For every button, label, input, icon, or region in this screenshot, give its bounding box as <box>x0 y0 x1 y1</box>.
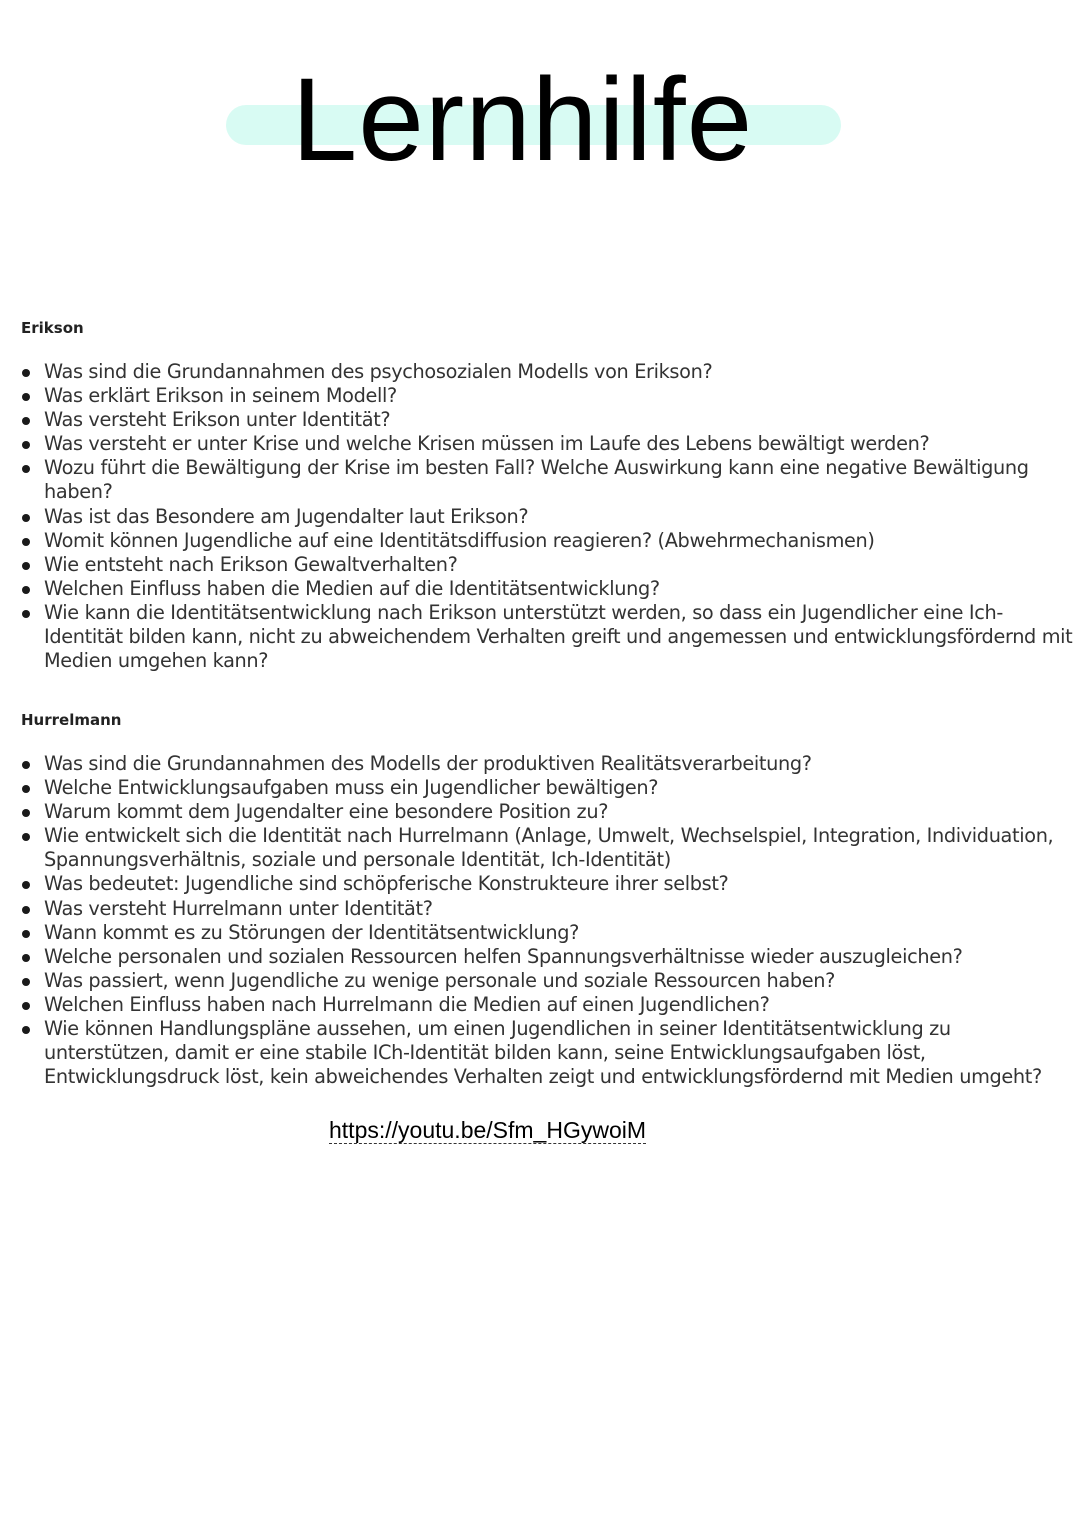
question-item <box>0 384 1075 408</box>
question-item <box>0 577 1075 601</box>
question-text: Was versteht Hurrelmann unter Identität? <box>44 896 433 920</box>
question-item <box>0 529 1075 553</box>
question-list-erikson <box>0 360 1075 673</box>
question-item <box>0 601 1075 673</box>
question-text: Was ist das Besondere am Jugendalter laut Erikson? <box>44 504 529 528</box>
question-list-hurrelmann <box>0 752 1075 1089</box>
question-text: Wann kommt es zu Störungen der Identitätsentwicklung? <box>44 920 579 944</box>
question-item <box>0 505 1075 529</box>
question-item <box>0 824 1075 872</box>
question-item <box>0 456 1075 504</box>
question-text: Womit können Jugendliche auf eine Identitätsdiffusion reagieren? (Abwehrmechanismen) <box>44 528 875 552</box>
page-title: Lernhilfe <box>291 54 754 186</box>
bullet-icon <box>22 761 30 769</box>
question-text: Was versteht Erikson unter Identität? <box>44 408 391 432</box>
bullet-icon <box>22 562 30 570</box>
bullet-icon <box>22 1002 30 1010</box>
question-item <box>0 897 1075 921</box>
question-text: Was sind die Grundannahmen des Modells der produktiven Realitätsverarbeitung? <box>44 752 812 775</box>
question-text: Welche personalen und sozialen Ressourcen helfen Spannungsverhältnisse wieder auszugleichen? <box>44 944 963 968</box>
bullet-icon <box>22 833 30 841</box>
bullet-icon <box>22 417 30 425</box>
question-text: Welchen Einfluss haben die Medien auf die Identitätsentwicklung? <box>44 576 660 600</box>
question-text: Was bedeutet: Jugendliche sind schöpferische Konstrukteure ihrer selbst? <box>44 872 729 896</box>
question-text: Warum kommt dem Jugendalter eine besondere Position zu? <box>44 800 609 824</box>
question-text: Welche Entwicklungsaufgaben muss ein Jugendlicher bewältigen? <box>44 776 659 800</box>
question-item <box>0 969 1075 993</box>
question-text: Wie entwickelt sich die Identität nach Hurrelmann (Anlage, Umwelt, Wechselspiel, Integration, Individuation, Spannungsverhältnis, soziale und personale Identität, Ich-Identität) <box>44 824 1054 872</box>
question-item <box>0 752 1075 776</box>
bullet-icon <box>22 930 30 938</box>
question-text: Was versteht er unter Krise und welche Krisen müssen im Laufe des Lebens bewältigt werden? <box>44 432 930 456</box>
youtube-link[interactable]: https://youtu.be/Sfm_HGywoiM <box>329 1117 647 1143</box>
bullet-icon <box>22 1026 30 1034</box>
bullet-icon <box>22 785 30 793</box>
question-text: Was sind die Grundannahmen des psychosozialen Modells von Erikson? <box>44 360 713 383</box>
bullet-icon <box>22 538 30 546</box>
bullet-icon <box>22 906 30 914</box>
question-item <box>0 553 1075 577</box>
question-text: Wie entsteht nach Erikson Gewaltverhalten? <box>44 552 458 576</box>
question-item <box>0 360 1075 384</box>
question-item <box>0 993 1075 1017</box>
bullet-icon <box>22 441 30 449</box>
question-item <box>0 872 1075 896</box>
question-item <box>0 408 1075 432</box>
section-heading-hurrelmann: Hurrelmann <box>21 711 122 729</box>
bullet-icon <box>22 809 30 817</box>
bullet-icon <box>22 586 30 594</box>
bullet-icon <box>22 369 30 377</box>
bullet-icon <box>22 514 30 522</box>
question-text: Wozu führt die Bewältigung der Krise im besten Fall? Welche Auswirkung kann eine negative Bewältigung haben? <box>44 456 1029 504</box>
question-item <box>0 432 1075 456</box>
question-text: Was passiert, wenn Jugendliche zu wenige personale und soziale Ressourcen haben? <box>44 968 835 992</box>
bullet-icon <box>22 465 30 473</box>
bullet-icon <box>22 393 30 401</box>
question-text: Wie können Handlungspläne aussehen, um einen Jugendlichen in seiner Identitätsentwicklung zu unterstützen, damit er eine stabile ICh-Identität bilden kann, seine Entwicklungsaufgaben löst, Entwicklungsdruck löst, kein abweichendes Verhalten zeigt und entwicklungsfördernd mit Medien umgeht? <box>44 1017 1042 1089</box>
question-text: Was erklärt Erikson in seinem Modell? <box>44 384 397 408</box>
question-text: Wie kann die Identitätsentwicklung nach Erikson unterstützt werden, so dass ein Jugendlicher eine Ich-Identität bilden kann, nicht zu abweichendem Verhalten greift und angemessen und entwicklungsfördernd mit Medien umgehen kann? <box>44 600 1073 673</box>
bullet-icon <box>22 610 30 618</box>
title-area <box>0 0 1080 200</box>
bullet-icon <box>22 954 30 962</box>
bullet-icon <box>22 978 30 986</box>
section-heading-erikson: Erikson <box>21 319 84 337</box>
question-text: Welchen Einfluss haben nach Hurrelmann die Medien auf einen Jugendlichen? <box>44 992 770 1016</box>
question-item <box>0 945 1075 969</box>
question-item <box>0 776 1075 800</box>
question-item <box>0 921 1075 945</box>
question-item <box>0 800 1075 824</box>
question-item <box>0 1017 1075 1089</box>
bullet-icon <box>22 881 30 889</box>
